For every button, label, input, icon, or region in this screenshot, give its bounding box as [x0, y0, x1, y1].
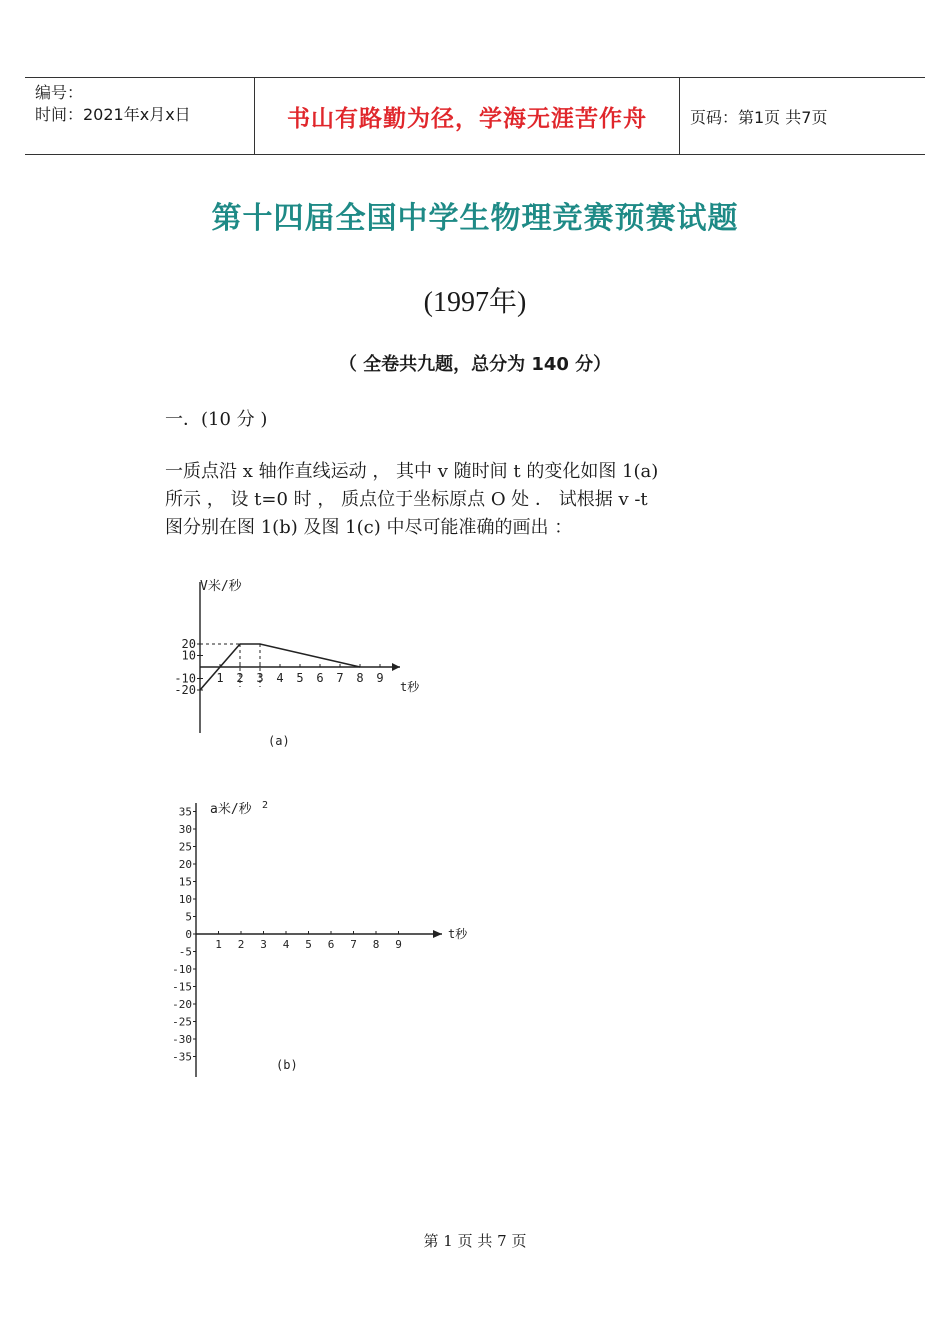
page-info: 页码：第1页 共7页 [690, 107, 828, 127]
document-year: (1997年) [423, 287, 527, 318]
number-label: 编号： [35, 83, 84, 102]
figure-caption: (a) [268, 734, 290, 748]
y-tick-label: -20 [172, 998, 192, 1011]
exam-note: （ 全卷共九题，总分为 140 分） [338, 354, 612, 375]
y-tick-label: 10 [178, 893, 192, 906]
x-tick-label: 9 [395, 938, 402, 951]
y-tick-label: 25 [178, 840, 192, 854]
question-1-text [165, 458, 805, 542]
y-tick-label: -15 [172, 980, 192, 994]
x-tick-label: 5 [305, 938, 312, 951]
figure-caption: (b) [276, 1058, 298, 1072]
x-tick-label: 9 [376, 671, 384, 685]
x-tick-label: 2 [237, 938, 245, 951]
header-motto-cell [254, 78, 680, 154]
x-tick-label: 8 [372, 938, 380, 951]
x-tick-label: 4 [282, 938, 290, 951]
time-label: 时间：2021年x月x日 [35, 105, 191, 124]
header-meta [25, 78, 254, 154]
y-tick-label: 20 [178, 858, 192, 871]
y-tick-label: -10 [172, 963, 192, 976]
x-tick-label: 1 [215, 938, 222, 951]
y-tick-label: 30 [178, 823, 192, 836]
question-1-heading: 一．(10 分 ) [165, 409, 268, 430]
x-axis-label: t秒 [400, 680, 420, 694]
document-title: 第十四届全国中学生物理竞赛预赛试题 [211, 201, 739, 236]
x-tick-label: 3 [256, 671, 264, 685]
x-tick-label: 7 [336, 671, 344, 685]
x-tick-label: 1 [216, 671, 224, 685]
page-header [25, 77, 925, 155]
acceleration-time-chart [160, 795, 480, 1085]
y-axis-label: V米/秒 [200, 579, 242, 594]
x-tick-label: 3 [260, 938, 267, 951]
header-page-info [680, 78, 925, 154]
y-tick-label: 5 [185, 910, 192, 924]
y-tick-label: 15 [178, 875, 192, 889]
y-tick-label: 35 [178, 805, 192, 819]
question-1-line: 图分别在图 1(b) 及图 1(c) 中尽可能准确的画出 ： [165, 517, 573, 538]
y-tick-label: 10 [181, 648, 196, 663]
y-tick-label: 0 [185, 928, 192, 941]
y-tick-label: -20 [174, 683, 196, 697]
y-axis-label-superscript: 2 [262, 800, 269, 811]
page-footer: 第 1 页 共 7 页 [423, 1232, 527, 1250]
x-tick-label: 4 [276, 671, 284, 685]
y-tick-label: -10 [174, 671, 196, 686]
y-tick-label: 20 [181, 637, 196, 651]
figure-b [160, 795, 480, 1089]
y-tick-label: -5 [178, 945, 192, 959]
y-tick-label: -30 [172, 1033, 192, 1046]
x-axis-arrow [433, 930, 442, 938]
x-tick-label: 8 [356, 671, 364, 685]
x-tick-label: 6 [327, 938, 335, 951]
x-tick-label: 2 [236, 671, 244, 685]
x-tick-label: 5 [296, 671, 304, 685]
question-1-line: 一质点沿 x 轴作直线运动 ， 其中 v 随时间 t 的变化如图 1(a) [165, 461, 659, 482]
question-1-line: 所示 ， 设 t=0 时 ， 质点位于坐标原点 O 处 ． 试根据 v -t [165, 489, 648, 510]
x-tick-label: 7 [350, 938, 357, 951]
velocity-time-chart [160, 570, 450, 760]
y-axis-label: a米/秒 [210, 802, 252, 817]
x-axis-arrow [392, 663, 400, 671]
y-tick-label: -25 [172, 1015, 192, 1029]
x-tick-label: 6 [316, 671, 324, 685]
motto: 书山有路勤为径，学海无涯苦作舟 [287, 105, 647, 132]
x-axis-label: t秒 [448, 927, 468, 941]
y-tick-label: -35 [172, 1050, 192, 1064]
figure-a [160, 570, 450, 764]
